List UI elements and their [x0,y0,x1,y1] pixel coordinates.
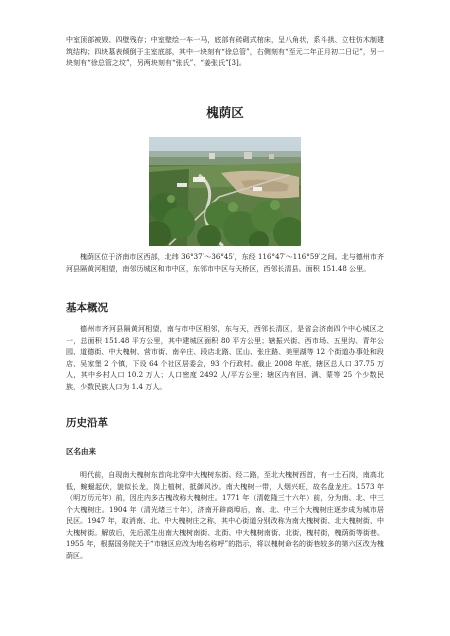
overview-heading: 基本概况 [66,302,108,314]
intro-paragraph: 中室顶部被毁、四壁残存；中室壁绘一车一马，底部有砖砌式棺床，呈八角状，系斗拱、立柱仿木制建筑结构；四块墓表倾倒于主室底部，其中一块刻有“徐总管”，右侧刻有“至元二年正月初二日记”，另一块刻有“徐总管之坟”，另两块刻有“张氏”、“姜张氏”[3]。 [66,36,384,67]
aerial-city-photo-icon [149,137,301,246]
history-paragraph: 明代前，自现南大槐树东首向北穿中大槐树东街、经二路，至北大槐树西首，有一土石岗，南高北低，蜿蜒起伏，貌似长龙，岗上植树，抵御风沙。南大槐树一带，人烟兴旺，故名盘龙庄。1573 年（明万历元年）前，因庄内多古槐改称大槐树庄。1771 年（清乾隆三十六年）前，分为南、北、中三个大槐树庄。1904 年（清光绪三十年），济南开辟商埠后，南、北、中三个大槐树庄逐步成为城市居民区。1947 年，取消南、北、中大槐树庄之称，其中心街道分别改称为南大槐树街、北大槐树街、中大槐树街。解放后，先后派生出南大槐树南街、北街、中大槐树南街、北街，槐村街，槐荫街等街巷。1955 年，根据国务院关于“市辖区应改为地名称呼”的指示，将以槐树命名的街巷较多的第六区改为槐荫区。 [66,471,384,560]
location-paragraph: 槐荫区位于济南市区西部，北纬 36°37′～36°45′，东经 116°47′～116°59′之间。北与德州市齐河县隔黄河相望，南邻历城区和市中区，东邻市中区与天桥区，西邻长清县。面积 151.48 公里。 [66,253,384,273]
history-heading: 历史沿革 [66,417,108,429]
overview-paragraph: 德州市齐河县隔黄河相望，南与市中区相邻，东与天，西邻长清区，是省会济南四个中心城区之一，总面积 151.48 平方公里，其中建城区面积 80 平方公里；辖振兴街、西市场、五里沟、青年公园、道德街、中大槐树、营市街、南辛庄、段店北路、匡山、张庄路、美里湖等 12 个街道办事处和段店、吴家堡 2 个镇，下设 64 个社区居委会，93 个行政村。截止 2008 年底，辖区总人口 37.75 万人，其中乡村人口 10.2 万人；人口密度 2492 人/平方公里；辖区内有回、满、蒙等 25 个少数民族，少数民族人口为 1.4 万人。 [66,325,384,391]
history-subheading: 区名由来 [66,447,96,456]
section-title: 槐荫区 [206,105,244,120]
